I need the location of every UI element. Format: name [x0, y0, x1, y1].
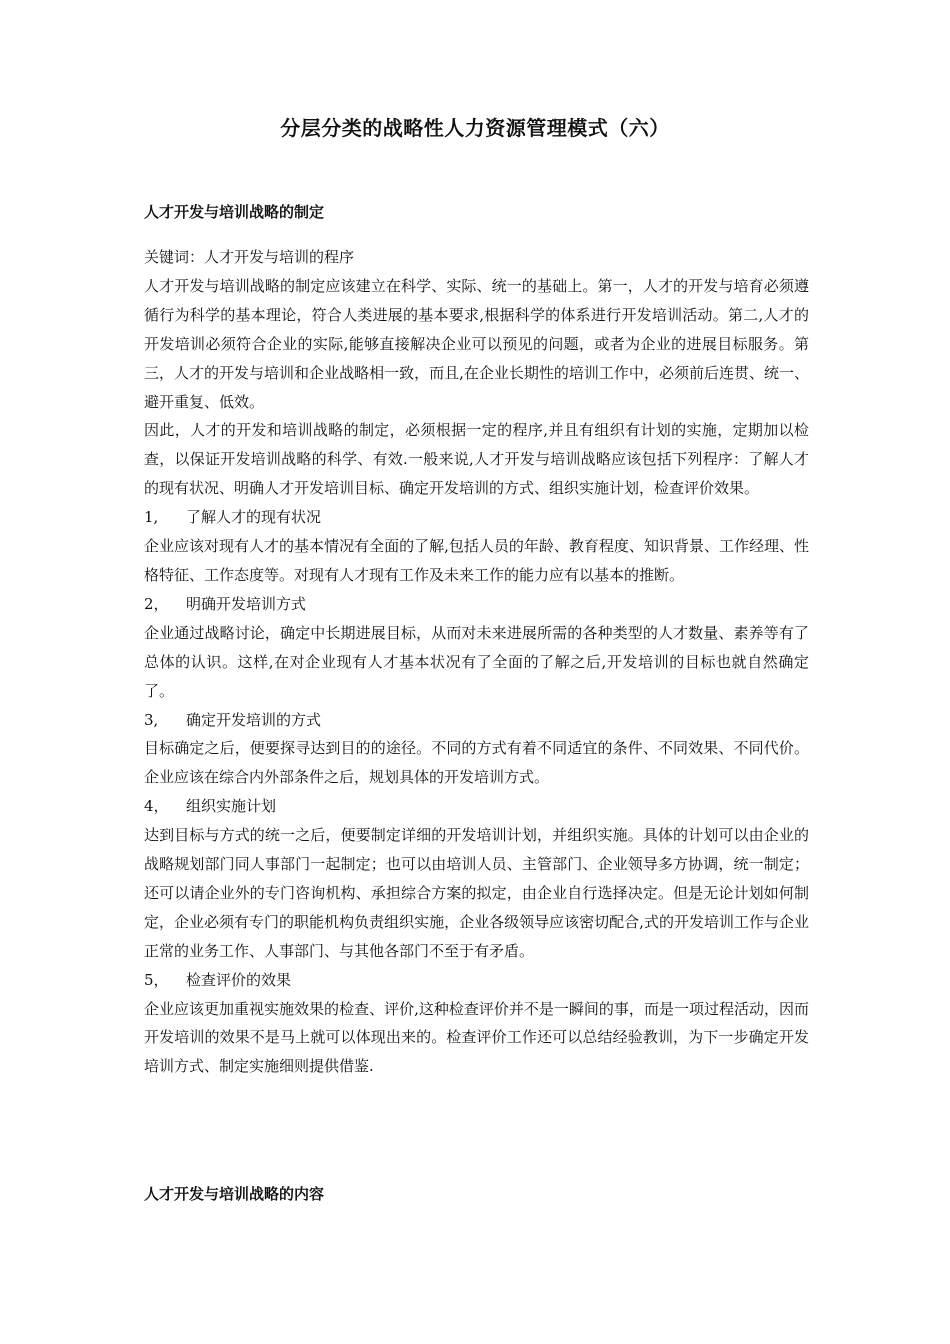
step-number: 5， [144, 970, 169, 989]
step-paragraph: 企业应该更加重视实施效果的检查、评价,这种检查评价并不是一瞬间的事，而是一项过程活动，因而开发培训的效果不是马上就可以体现出来的。检查评价工作还可以总结经验教训，为下一步确定开发培训方式、制定实施细则提供借鉴. [144, 999, 809, 1076]
keywords-line: 关键词：人才开发与培训的程序 [144, 248, 355, 266]
step-heading [144, 503, 809, 532]
step-number: 4， [144, 797, 169, 816]
step-paragraph: 目标确定之后，便要探寻达到目的的途径。不同的方式有着不同适宜的条件、不同效果、不同代价。企业应该在综合内外部条件之后，规划具体的开发培训方式。 [144, 739, 809, 787]
step-heading [144, 792, 809, 821]
document-body [144, 243, 809, 1081]
step-title: 了解人才的现有状况 [186, 508, 322, 527]
intro-paragraph: 人才开发与培训战略的制定应该建立在科学、实际、统一的基础上。第一，人才的开发与培育必须遵循行为科学的基本理论，符合人类进展的基本要求,根据科学的体系进行开发培训活动。第二,人才的开发培训必须符合企业的实际,能够直接解决企业可以预见的问题，或者为企业的进展目标服务。第三，人才的开发与培训和企业战略相一致，而且,在企业长期性的培训工作中，必须前后连贯、统一、避开重复、低效。 [144, 276, 809, 411]
document-title: 分层分类的战略性人力资源管理模式（六） [280, 116, 670, 140]
step-number: 2， [144, 594, 169, 613]
step-paragraph: 企业应该对现有人才的基本情况有全面的了解,包括人员的年龄、教育程度、知识背景、工作经理、性格特征、工作态度等。对现有人才现有工作及未来工作的能力应有以基本的推断。 [144, 537, 809, 584]
step-title: 检查评价的效果 [186, 970, 292, 989]
step-paragraph: 达到目标与方式的统一之后，便要制定详细的开发培训计划，并组织实施。具体的计划可以由企业的战略规划部门同人事部门一起制定；也可以由培训人员、主管部门、企业领导多方协调，统一制定；还可以请企业外的专门咨询机构、承担综合方案的拟定，由企业自行选择决定。但是无论计划如何制定，企业必须有专门的职能机构负责组织实施，企业各级领导应该密切配合,式的开发培训工作与企业正常的业务工作、人事部门、与其他各部门不至于有矛盾。 [144, 826, 809, 960]
step-number: 1, [144, 508, 159, 527]
step-heading [144, 966, 809, 995]
step-heading [144, 590, 809, 619]
step-title: 组织实施计划 [186, 797, 277, 816]
intro-paragraph: 因此，人才的开发和培训战略的制定，必须根据一定的程序,并且有组织有计划的实施，定期加以检查，以保证开发培训战略的科学、有效.一般来说,人才开发与培训战略应该包括下列程序：了解人才的现有状况、明确人才开发培训目标、确定开发培训的方式、组织实施计划，检查评价效果。 [144, 421, 809, 498]
section-heading-strategy-content: 人才开发与培训战略的内容 [144, 1185, 325, 1203]
step-heading [144, 706, 809, 735]
step-title: 明确开发培训方式 [186, 594, 307, 613]
section-heading-strategy-formulation: 人才开发与培训战略的制定 [144, 203, 325, 221]
step-title: 确定开发培训的方式 [186, 710, 322, 729]
step-number: 3, [144, 710, 159, 729]
step-paragraph: 企业通过战略讨论，确定中长期进展目标，从而对未来进展所需的各种类型的人才数量、素养等有了总体的认识。这样,在对企业现有人才基本状况有了全面的了解之后,开发培训的目标也就自然确定了。 [144, 623, 809, 700]
